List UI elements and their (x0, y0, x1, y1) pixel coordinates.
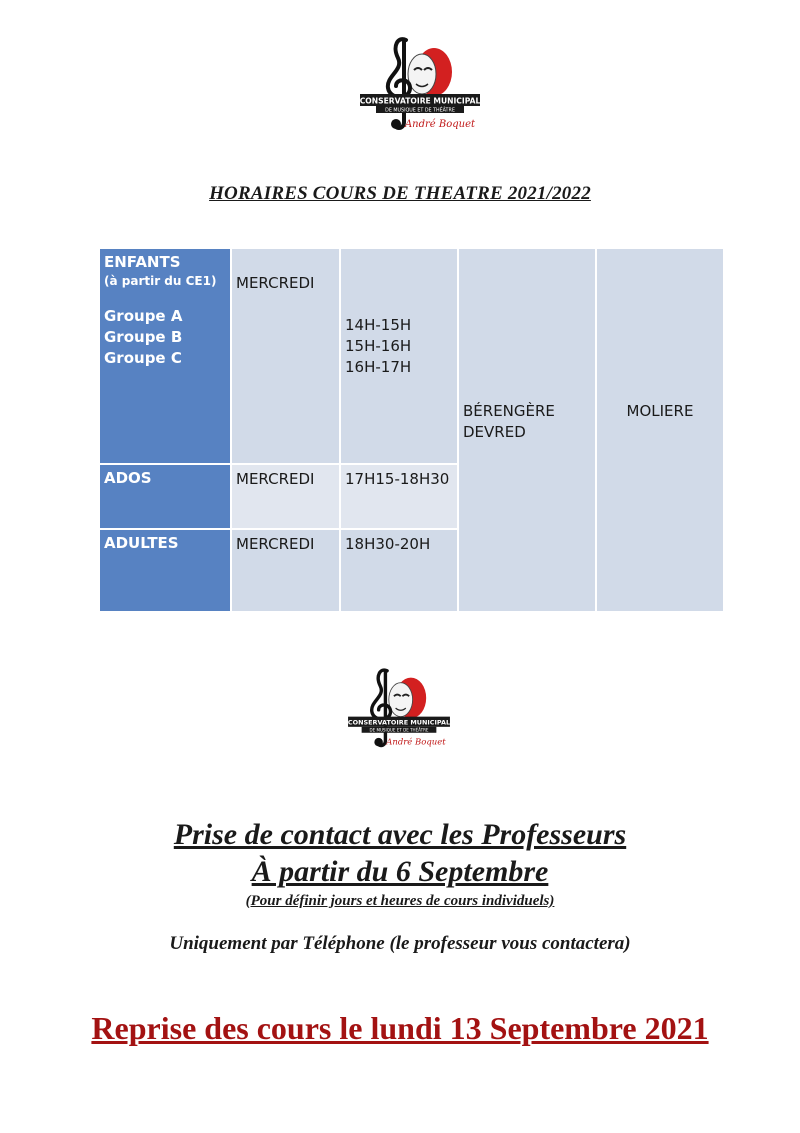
page-title: HORAIRES COURS DE THEATRE 2021/2022 (209, 183, 591, 204)
contact-note: (Pour définir jours et heures de cours individuels) (245, 893, 555, 909)
group-b-label: Groupe B (104, 328, 183, 346)
logo-signature: André Boquet (386, 737, 446, 748)
logo-line1: CONSERVATOIRE MUNICIPAL (359, 96, 481, 106)
room-name: MOLIERE (626, 402, 694, 420)
enfants-label: ENFANTS (104, 253, 181, 271)
ados-label: ADOS (104, 469, 152, 487)
enfants-times (341, 249, 457, 463)
ados-day: MERCREDI (232, 465, 339, 528)
enfants-day: MERCREDI (232, 249, 339, 463)
ados-header (100, 465, 230, 528)
adultes-label: ADULTES (104, 534, 179, 552)
group-a-label: Groupe A (104, 307, 183, 325)
contact-date: À partir du 6 Septembre (251, 855, 549, 888)
teacher-last-name: DEVRED (463, 423, 526, 441)
contact-heading: Prise de contact avec les Professeurs (173, 818, 627, 851)
adultes-time: 18H30-20H (341, 530, 457, 611)
logo-signature: André Boquet (404, 119, 476, 130)
reprise-banner: Reprise des cours le lundi 13 Septembre 2021 (91, 1010, 709, 1046)
ados-time: 17H15-18H30 (341, 465, 457, 528)
time-group-b: 15H-16H (345, 337, 412, 355)
group-c-label: Groupe C (104, 349, 182, 367)
logo-line1: CONSERVATOIRE MUNICIPAL (347, 718, 451, 727)
contact-phone: Uniquement par Téléphone (le professeur vous contactera) (169, 933, 631, 954)
schedule-table (100, 249, 723, 611)
treble-clef-mask-icon (358, 32, 482, 138)
enfants-note: (à partir du CE1) (104, 274, 217, 288)
teacher-cell (459, 249, 595, 611)
room-cell (597, 249, 723, 611)
adultes-day: MERCREDI (232, 530, 339, 611)
enfants-header (100, 249, 230, 463)
conservatoire-logo-middle (346, 664, 452, 754)
enfants-groups (104, 306, 226, 369)
logo-line2: DE MUSIQUE ET DE THÉÂTRE (385, 108, 455, 114)
treble-clef-mask-icon (346, 664, 452, 754)
time-group-a: 14H-15H (345, 316, 412, 334)
time-group-c: 16H-17H (345, 358, 412, 376)
logo-line2: DE MUSIQUE ET DE THÉÂTRE (369, 727, 429, 733)
adultes-header (100, 530, 230, 611)
teacher-first-name: BÉRENGÈRE (463, 402, 555, 420)
conservatoire-logo-top (358, 32, 482, 138)
